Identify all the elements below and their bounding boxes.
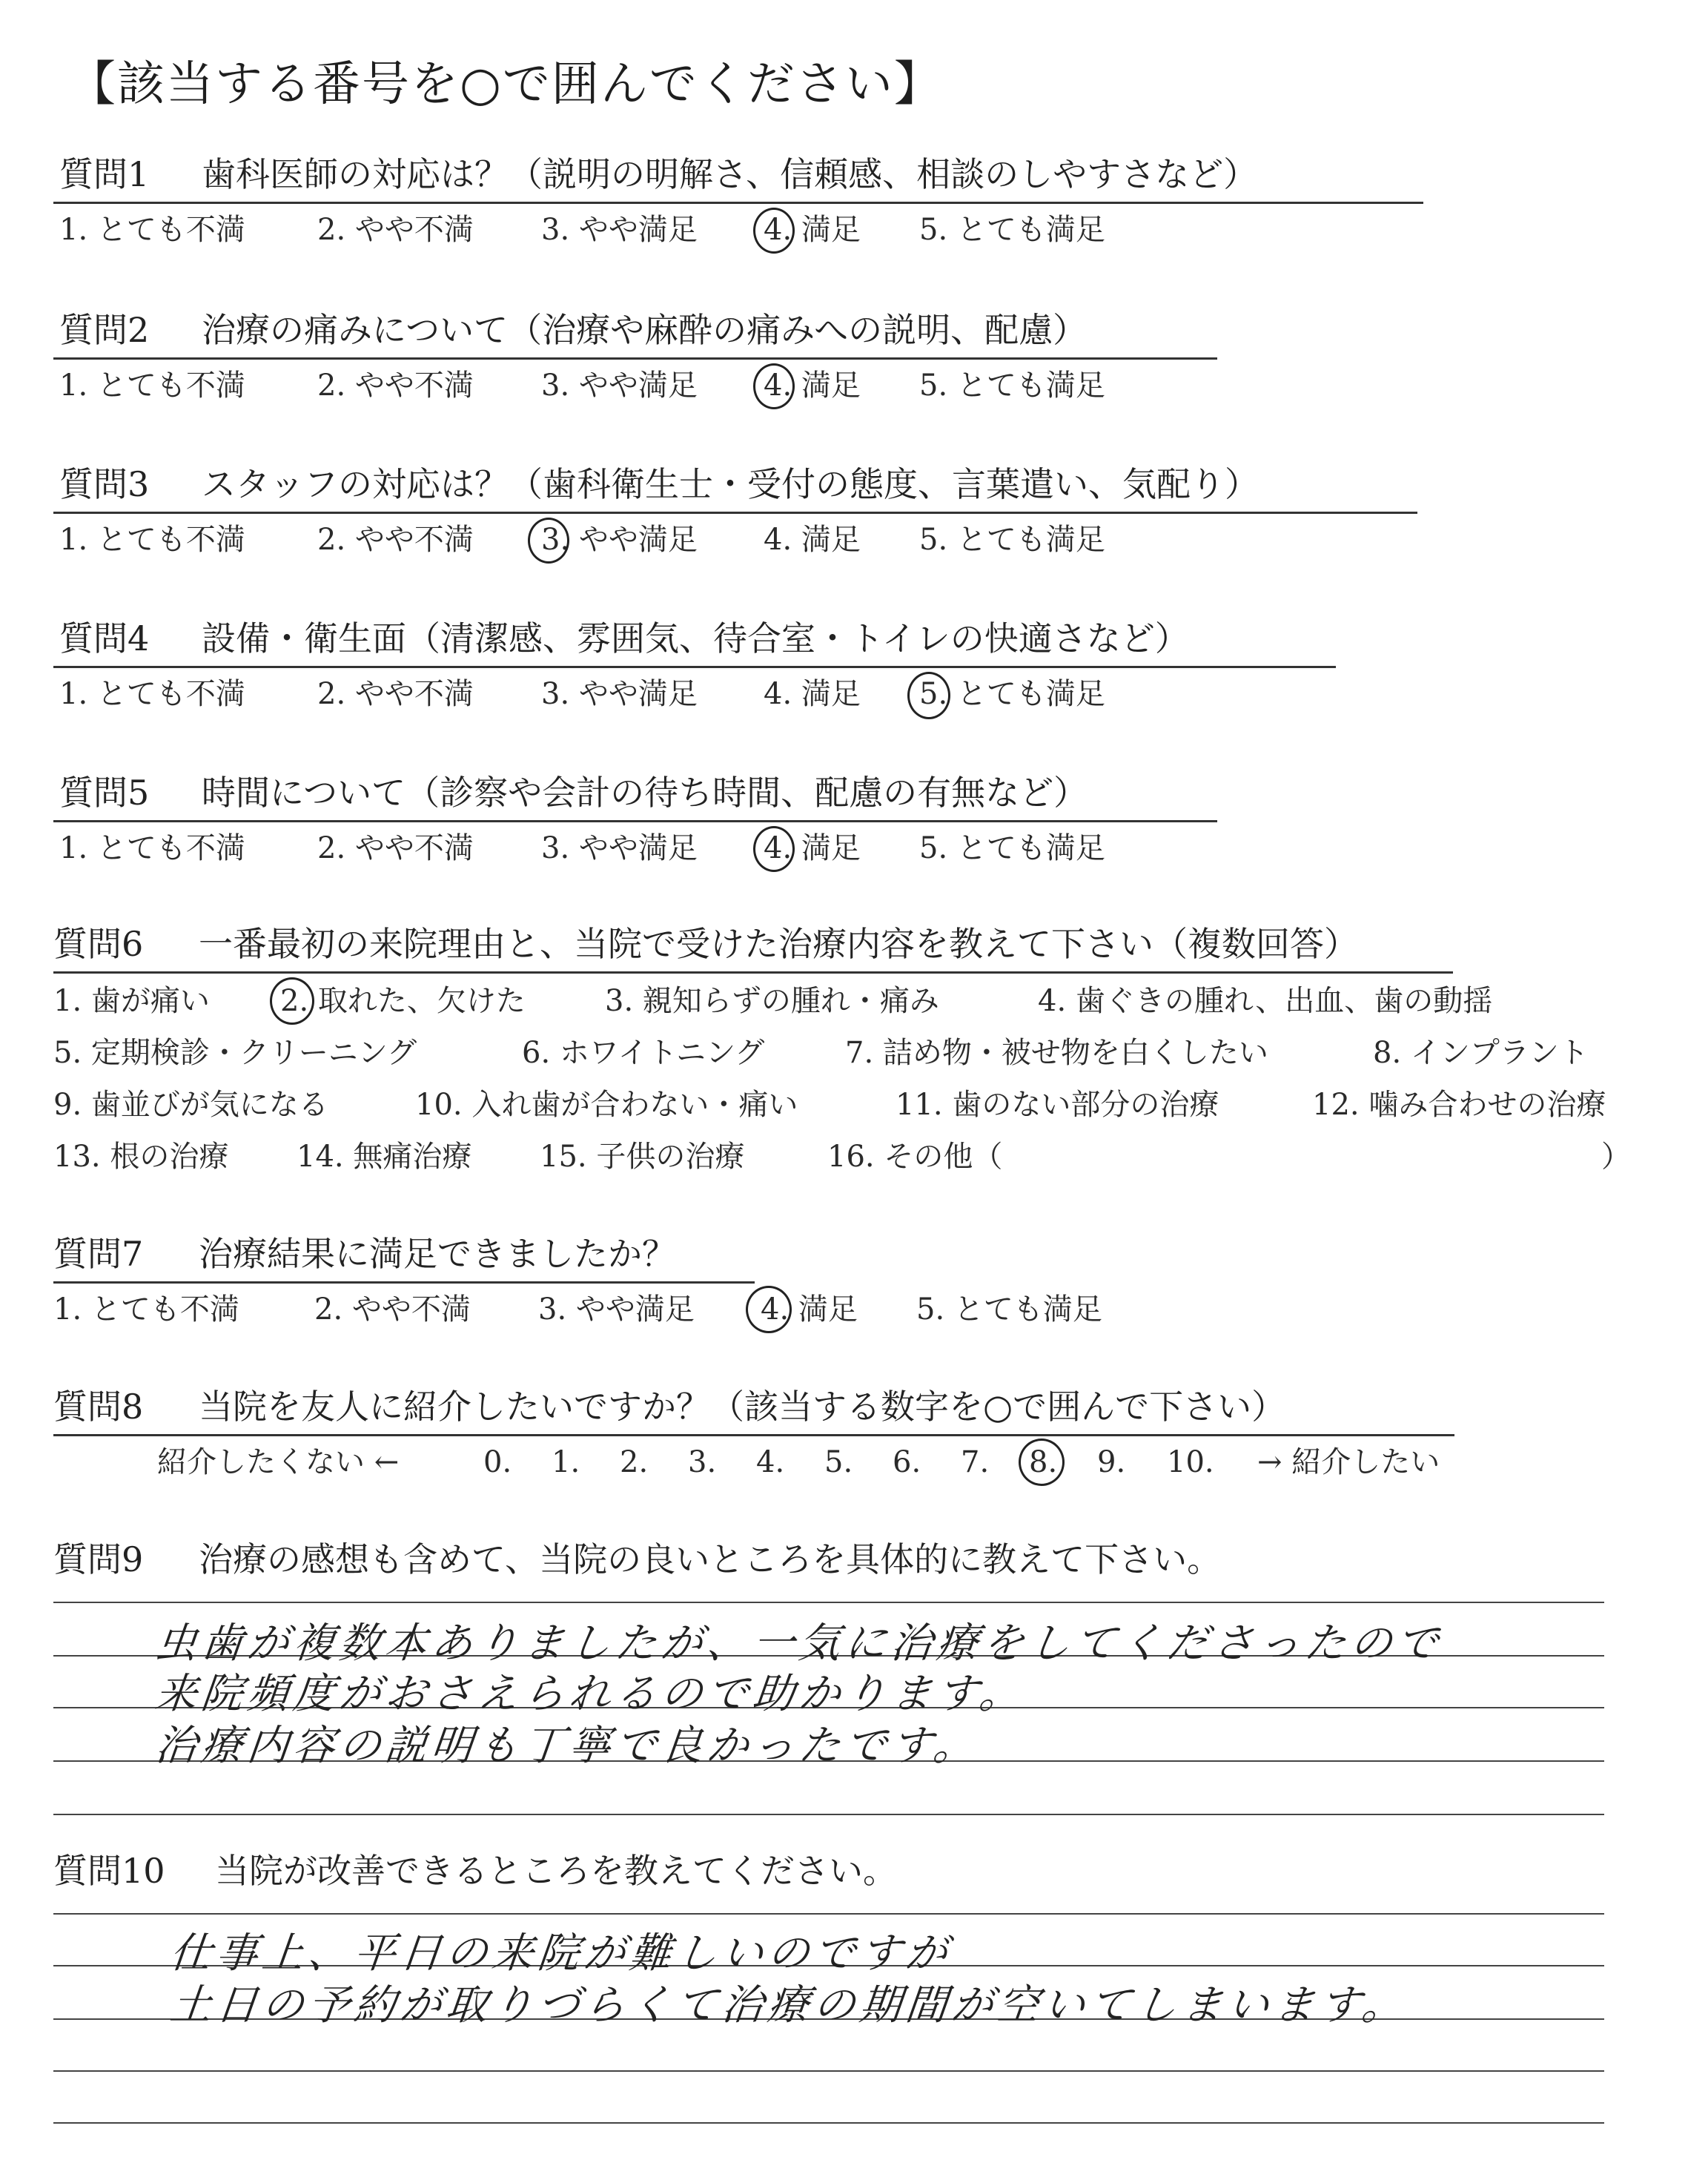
q8-number-9[interactable]: 9. <box>1097 1445 1126 1479</box>
q6-option-15[interactable]: 15. 子供の治療 <box>540 1140 745 1174</box>
q6-option-7[interactable]: 7. 詰め物・被せ物を白くしたい <box>845 1036 1268 1070</box>
question-1-text: 歯科医師の対応は？（説明の明解さ、信頼感、相談のしやすさなど） <box>202 154 1258 194</box>
q6-selection-circle <box>270 977 314 1025</box>
q6-option-8[interactable]: 8. インプラント <box>1373 1036 1589 1070</box>
q6-option-14[interactable]: 14. 無痛治療 <box>297 1140 472 1174</box>
q6-option-12[interactable]: 12. 噛み合わせの治療 <box>1312 1088 1606 1122</box>
question-8-label: 質問8 <box>53 1387 144 1427</box>
question-3-label: 質問3 <box>59 464 150 504</box>
page-title: 【該当する番号を○で囲んでください】 <box>68 57 943 112</box>
question-10-text: 当院が改善できるところを教えてください。 <box>215 1851 897 1891</box>
q6-option-11[interactable]: 11. 歯のない部分の治療 <box>896 1088 1219 1122</box>
q5-option-1[interactable]: 1. とても不満 <box>59 831 245 865</box>
q5-option-5[interactable]: 5. とても満足 <box>919 831 1105 865</box>
q4-option-5[interactable]: 5. とても満足 <box>919 677 1105 711</box>
q8-number-3[interactable]: 3. <box>688 1445 717 1479</box>
q8-number-0[interactable]: 0. <box>483 1445 512 1479</box>
q4-option-3[interactable]: 3. やや満足 <box>541 677 698 711</box>
q6-option-9[interactable]: 9. 歯並びが気になる <box>53 1088 328 1122</box>
q10-answer-line-1 <box>53 1913 1604 1915</box>
q6-option-4[interactable]: 4. 歯ぐきの腫れ、出血、歯の動揺 <box>1038 984 1493 1018</box>
q10-answer-text-1: 仕事上、平日の来院が難しいのですが <box>168 1929 954 1978</box>
q5-option-2[interactable]: 2. やや不満 <box>317 831 474 865</box>
question-10-label: 質問10 <box>53 1851 165 1891</box>
question-7-underline <box>53 1281 755 1284</box>
q5-option-3[interactable]: 3. やや満足 <box>541 831 698 865</box>
q5-option-4[interactable]: 4. 満足 <box>764 831 861 865</box>
q3-option-4[interactable]: 4. 満足 <box>764 523 861 557</box>
q2-option-5[interactable]: 5. とても満足 <box>919 369 1105 403</box>
q3-option-3[interactable]: 3. やや満足 <box>541 523 698 557</box>
q10-answer-line-4 <box>53 2070 1604 2072</box>
q6-option-3[interactable]: 3. 親知らずの腫れ・痛み <box>605 984 939 1018</box>
q6-other-close-paren: ） <box>1601 1140 1631 1174</box>
q1-option-4[interactable]: 4. 満足 <box>764 213 861 247</box>
question-2-text: 治療の痛みについて（治療や麻酔の痛みへの説明、配慮） <box>202 310 1088 350</box>
q1-option-5[interactable]: 5. とても満足 <box>919 213 1105 247</box>
q9-answer-text-3: 治療内容の説明も丁寧で良かったです。 <box>153 1722 982 1770</box>
question-4-text: 設備・衛生面（清潔感、雰囲気、待合室・トイレの快適さなど） <box>202 618 1189 658</box>
q6-option-16[interactable]: 16. その他（ <box>827 1140 1003 1174</box>
q3-option-2[interactable]: 2. やや不満 <box>317 523 474 557</box>
question-8-text: 当院を友人に紹介したいですか？（該当する数字を○で囲んで下さい） <box>199 1387 1286 1427</box>
question-9-text: 治療の感想も含めて、当院の良いところを具体的に教えて下さい。 <box>199 1539 1222 1579</box>
q8-scale-right-label: → 紹介したい <box>1257 1445 1440 1479</box>
q6-option-10[interactable]: 10. 入れ歯が合わない・痛い <box>415 1088 798 1122</box>
question-1-label: 質問1 <box>59 154 150 194</box>
q8-number-4[interactable]: 4. <box>756 1445 785 1479</box>
question-6-label: 質問6 <box>53 924 144 964</box>
q9-answer-line-5 <box>53 1814 1604 1815</box>
q8-number-6[interactable]: 6. <box>893 1445 921 1479</box>
q9-answer-text-1: 虫歯が複数本ありましたが、一気に治療をしてくださったので <box>153 1619 1445 1668</box>
q1-option-3[interactable]: 3. やや満足 <box>541 213 698 247</box>
q2-selection-circle <box>753 363 795 409</box>
q7-selection-circle <box>746 1286 792 1333</box>
q7-option-3[interactable]: 3. やや満足 <box>538 1292 695 1327</box>
question-5-label: 質問5 <box>59 773 150 813</box>
q4-selection-circle <box>907 672 950 719</box>
q8-number-7[interactable]: 7. <box>961 1445 990 1479</box>
q3-option-5[interactable]: 5. とても満足 <box>919 523 1105 557</box>
q7-option-1[interactable]: 1. とても不満 <box>53 1292 239 1327</box>
question-8-underline <box>53 1434 1454 1436</box>
q8-number-1[interactable]: 1. <box>552 1445 580 1479</box>
question-2-underline <box>53 357 1217 360</box>
question-5-underline <box>53 820 1217 822</box>
question-7-label: 質問7 <box>53 1234 144 1274</box>
q3-selection-circle <box>528 518 569 564</box>
question-6-underline <box>53 971 1453 974</box>
q7-option-5[interactable]: 5. とても満足 <box>916 1292 1102 1327</box>
q8-number-5[interactable]: 5. <box>824 1445 853 1479</box>
q8-scale-left-label: 紹介したくない ← <box>157 1445 400 1479</box>
q2-option-1[interactable]: 1. とても不満 <box>59 369 245 403</box>
question-4-label: 質問4 <box>59 618 150 658</box>
q10-answer-text-2: 土日の予約が取りづらくて治療の期間が空いてしまいます。 <box>168 1981 1411 2029</box>
question-4-underline <box>53 666 1336 668</box>
question-3-underline <box>53 512 1417 514</box>
question-1-underline <box>53 202 1423 204</box>
q1-selection-circle <box>753 208 795 254</box>
q8-selection-circle <box>1019 1439 1065 1486</box>
q5-selection-circle <box>753 826 795 872</box>
q7-option-2[interactable]: 2. やや不満 <box>314 1292 471 1327</box>
q6-option-1[interactable]: 1. 歯が痛い <box>53 984 210 1018</box>
q8-number-2[interactable]: 2. <box>620 1445 649 1479</box>
q6-option-6[interactable]: 6. ホワイトニング <box>522 1036 765 1070</box>
question-6-text: 一番最初の来院理由と、当院で受けた治療内容を教えて下さい（複数回答） <box>199 924 1358 964</box>
q8-number-8[interactable]: 8. <box>1029 1445 1058 1479</box>
q9-answer-line-1 <box>53 1602 1604 1603</box>
q10-answer-line-5 <box>53 2122 1604 2124</box>
q1-option-2[interactable]: 2. やや不満 <box>317 213 474 247</box>
question-3-text: スタッフの対応は？（歯科衛生士・受付の態度、言葉遣い、気配り） <box>202 464 1259 504</box>
question-2-label: 質問2 <box>59 310 150 350</box>
q1-option-1[interactable]: 1. とても不満 <box>59 213 245 247</box>
q8-number-10[interactable]: 10. <box>1167 1445 1214 1479</box>
question-5-text: 時間について（診察や会計の待ち時間、配慮の有無など） <box>202 773 1088 813</box>
q4-option-2[interactable]: 2. やや不満 <box>317 677 474 711</box>
q9-answer-text-2: 来院頻度がおさえられるので助かります。 <box>153 1670 1028 1718</box>
q7-option-4[interactable]: 4. 満足 <box>761 1292 858 1327</box>
q2-option-4[interactable]: 4. 満足 <box>764 369 861 403</box>
q6-option-13[interactable]: 13. 根の治療 <box>53 1140 229 1174</box>
q2-option-3[interactable]: 3. やや満足 <box>541 369 698 403</box>
q6-option-2[interactable]: 2. 取れた、欠けた <box>280 984 526 1018</box>
q2-option-2[interactable]: 2. やや不満 <box>317 369 474 403</box>
q4-option-1[interactable]: 1. とても不満 <box>59 677 245 711</box>
question-7-text: 治療結果に満足できましたか？ <box>199 1234 676 1274</box>
q4-option-4[interactable]: 4. 満足 <box>764 677 861 711</box>
question-9-label: 質問9 <box>53 1539 144 1579</box>
q3-option-1[interactable]: 1. とても不満 <box>59 523 245 557</box>
q6-option-5[interactable]: 5. 定期検診・クリーニング <box>53 1036 417 1070</box>
